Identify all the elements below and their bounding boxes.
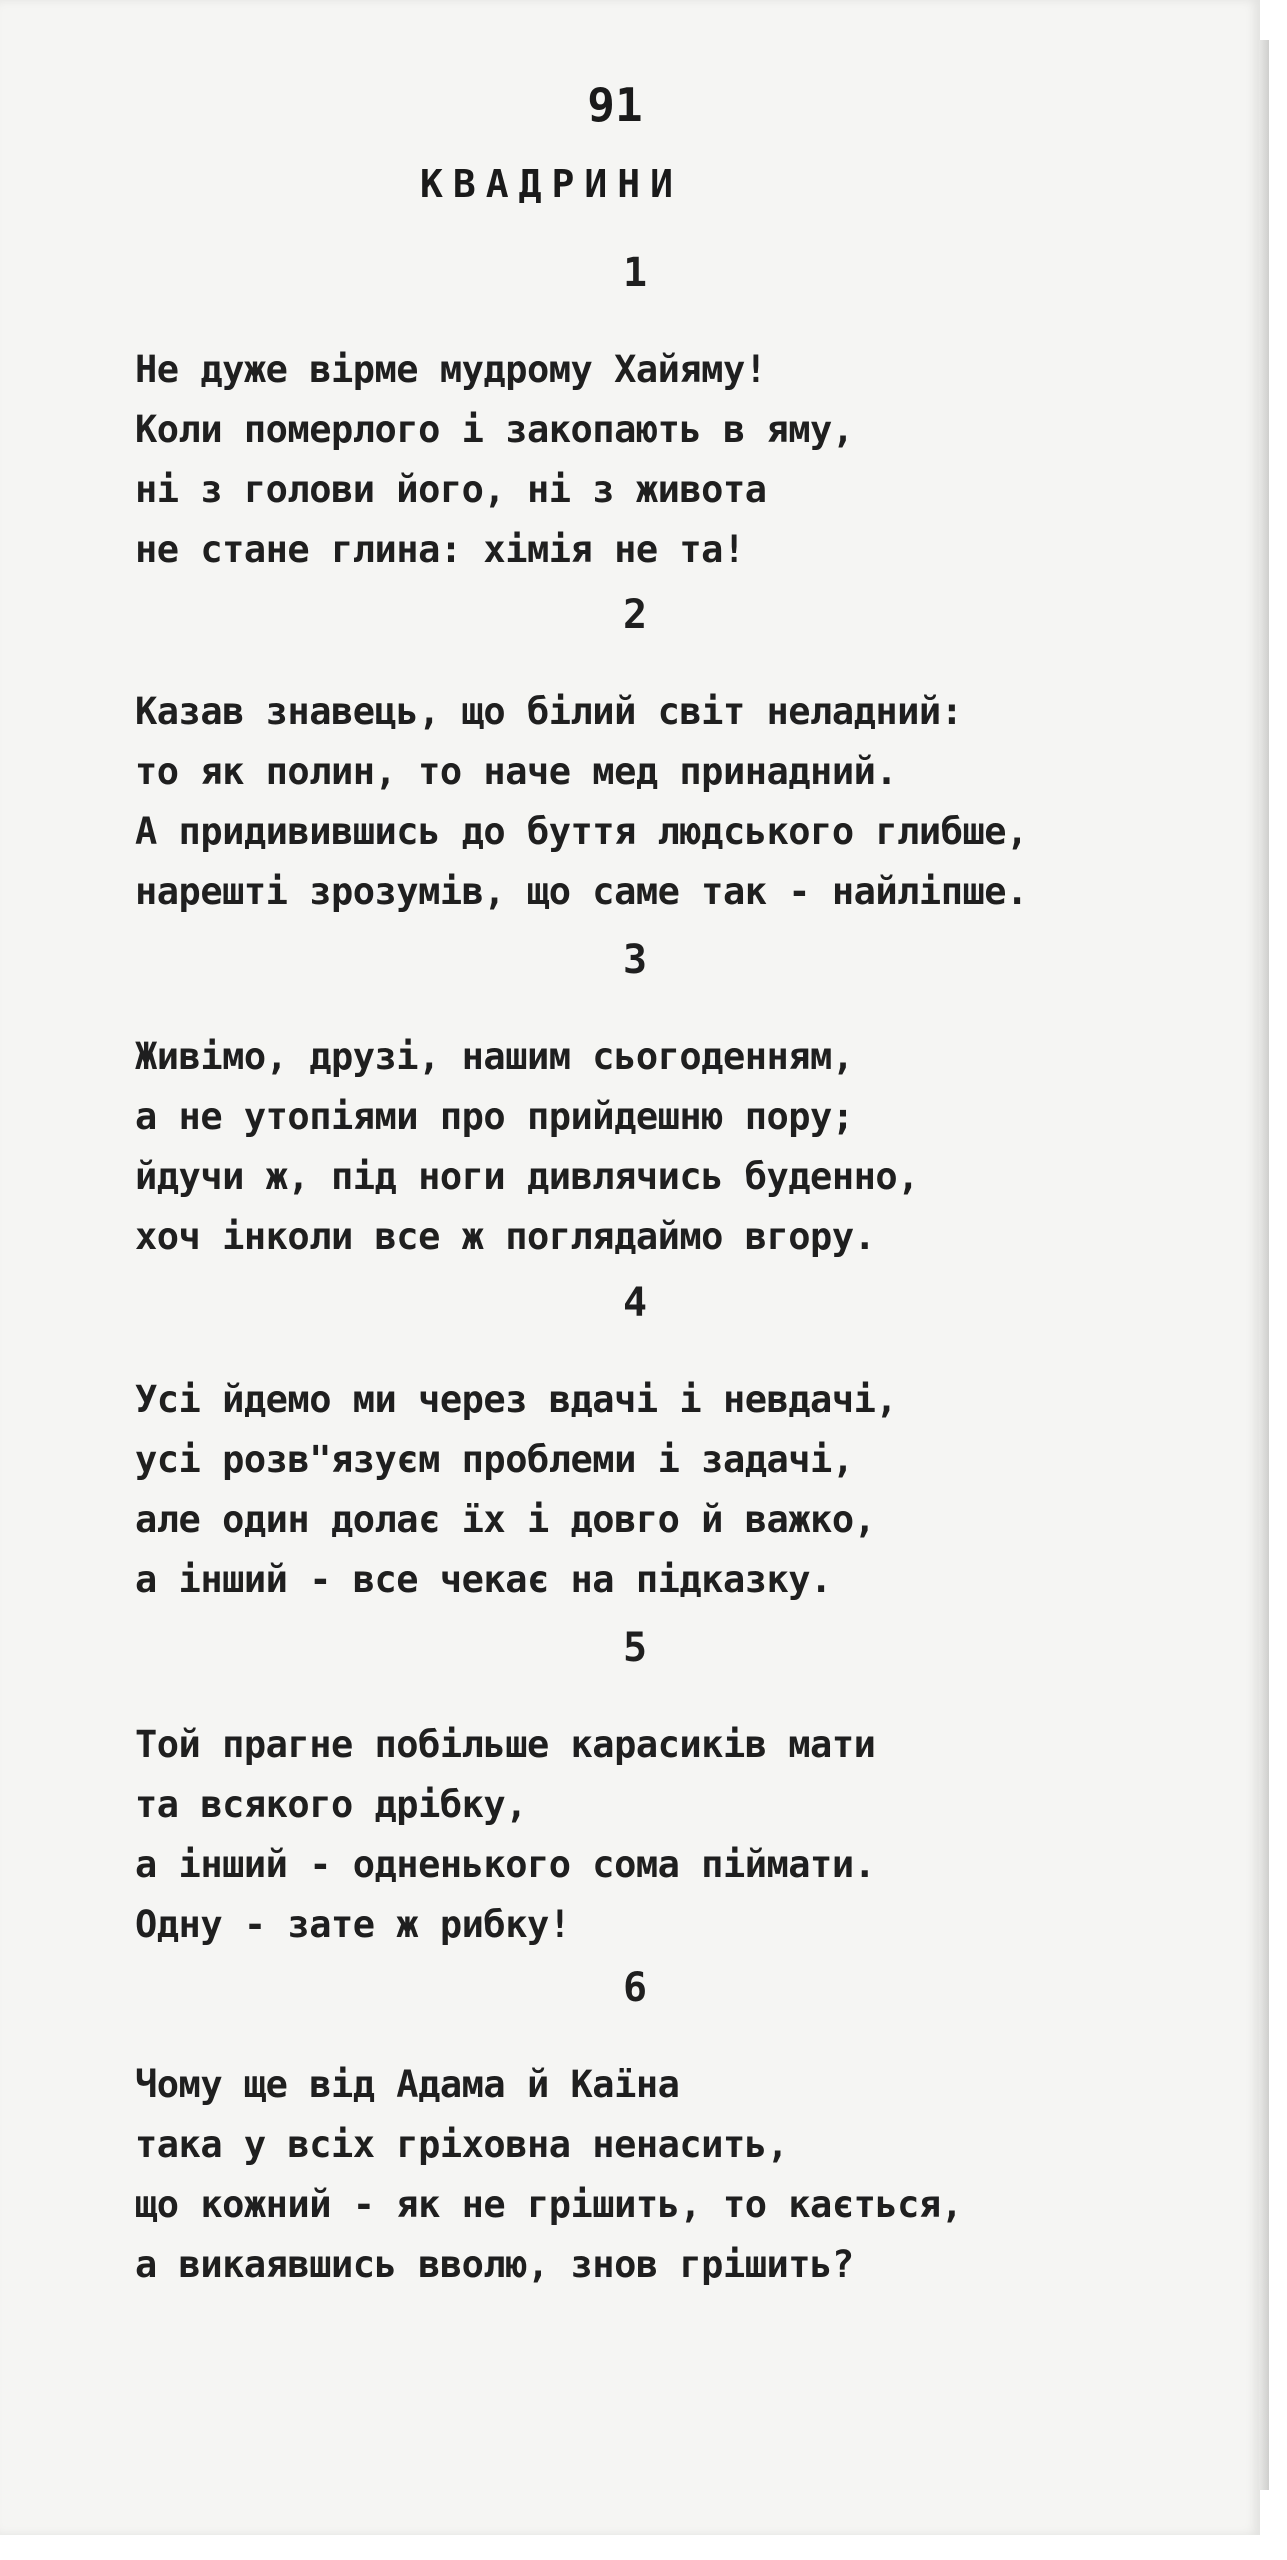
poem-line: Усі йдемо ми через вдачі і невдачі, (135, 1378, 898, 1421)
page-edge-shadow (1259, 40, 1269, 2490)
quatrain-lines (135, 682, 1028, 922)
poem-line: така у всіх гріховна ненасить, (135, 2123, 789, 2166)
quatrain-number: 3 (622, 937, 648, 983)
quatrain-lines (135, 2055, 962, 2295)
quatrain-number: 5 (622, 1625, 648, 1671)
poem-line: Одну - зате ж рибку! (135, 1903, 571, 1946)
poem-line: Казав знавець, що білий світ неладний: (135, 690, 963, 733)
poem-line: Живімо, друзі, нашим сьогоденням, (135, 1035, 854, 1078)
poem-line: але один долає їх і довго й важко, (135, 1498, 876, 1541)
poem-line: не стане глина: хімія не та! (135, 528, 745, 571)
poem-line: а викаявшись вволю, знов грішить? (135, 2243, 854, 2286)
poem-line: нарешті зрозумів, що саме так - найліпше. (135, 870, 1028, 913)
page-number: 91 (587, 78, 643, 132)
poem-line: Коли померлого і закопають в яму, (135, 408, 854, 451)
poem-line: та всякого дрібку, (135, 1783, 527, 1826)
quatrain-number: 6 (622, 1965, 648, 2011)
poem-line: хоч інколи все ж поглядаймо вгору. (135, 1215, 876, 1258)
poem-line: Не дуже вірме мудрому Хайяму! (135, 348, 767, 391)
poem-line: а інший - одненького сома піймати. (135, 1843, 876, 1886)
poem-line: а не утопіями про прийдешню пору; (135, 1095, 854, 1138)
poem-line: йдучи ж, під ноги дивлячись буденно, (135, 1155, 919, 1198)
quatrain-lines (135, 1715, 875, 1955)
quatrain-number: 1 (622, 250, 648, 296)
poem-line: усі розв"язуєм проблеми і задачі, (135, 1438, 854, 1481)
quatrain-lines (135, 1027, 919, 1267)
poem-line: ні з голови його, ні з живота (135, 468, 767, 511)
quatrain-lines (135, 1370, 897, 1610)
quatrain-number: 4 (622, 1280, 648, 1326)
quatrain-lines (135, 340, 854, 580)
poem-line: Той прагне побільше карасиків мати (135, 1723, 876, 1766)
page-title: КВАДРИНИ (420, 162, 684, 206)
poem-line: що кожний - як не грішить, то кається, (135, 2183, 963, 2226)
poem-line: а інший - все чекає на підказку. (135, 1558, 832, 1601)
poem-line: то як полин, то наче мед принадний. (135, 750, 898, 793)
quatrain-number: 2 (622, 592, 648, 638)
poem-line: Чому ще від Адама й Каїна (135, 2063, 680, 2106)
poem-line: А придивившись до буття людського глибше, (135, 810, 1028, 853)
